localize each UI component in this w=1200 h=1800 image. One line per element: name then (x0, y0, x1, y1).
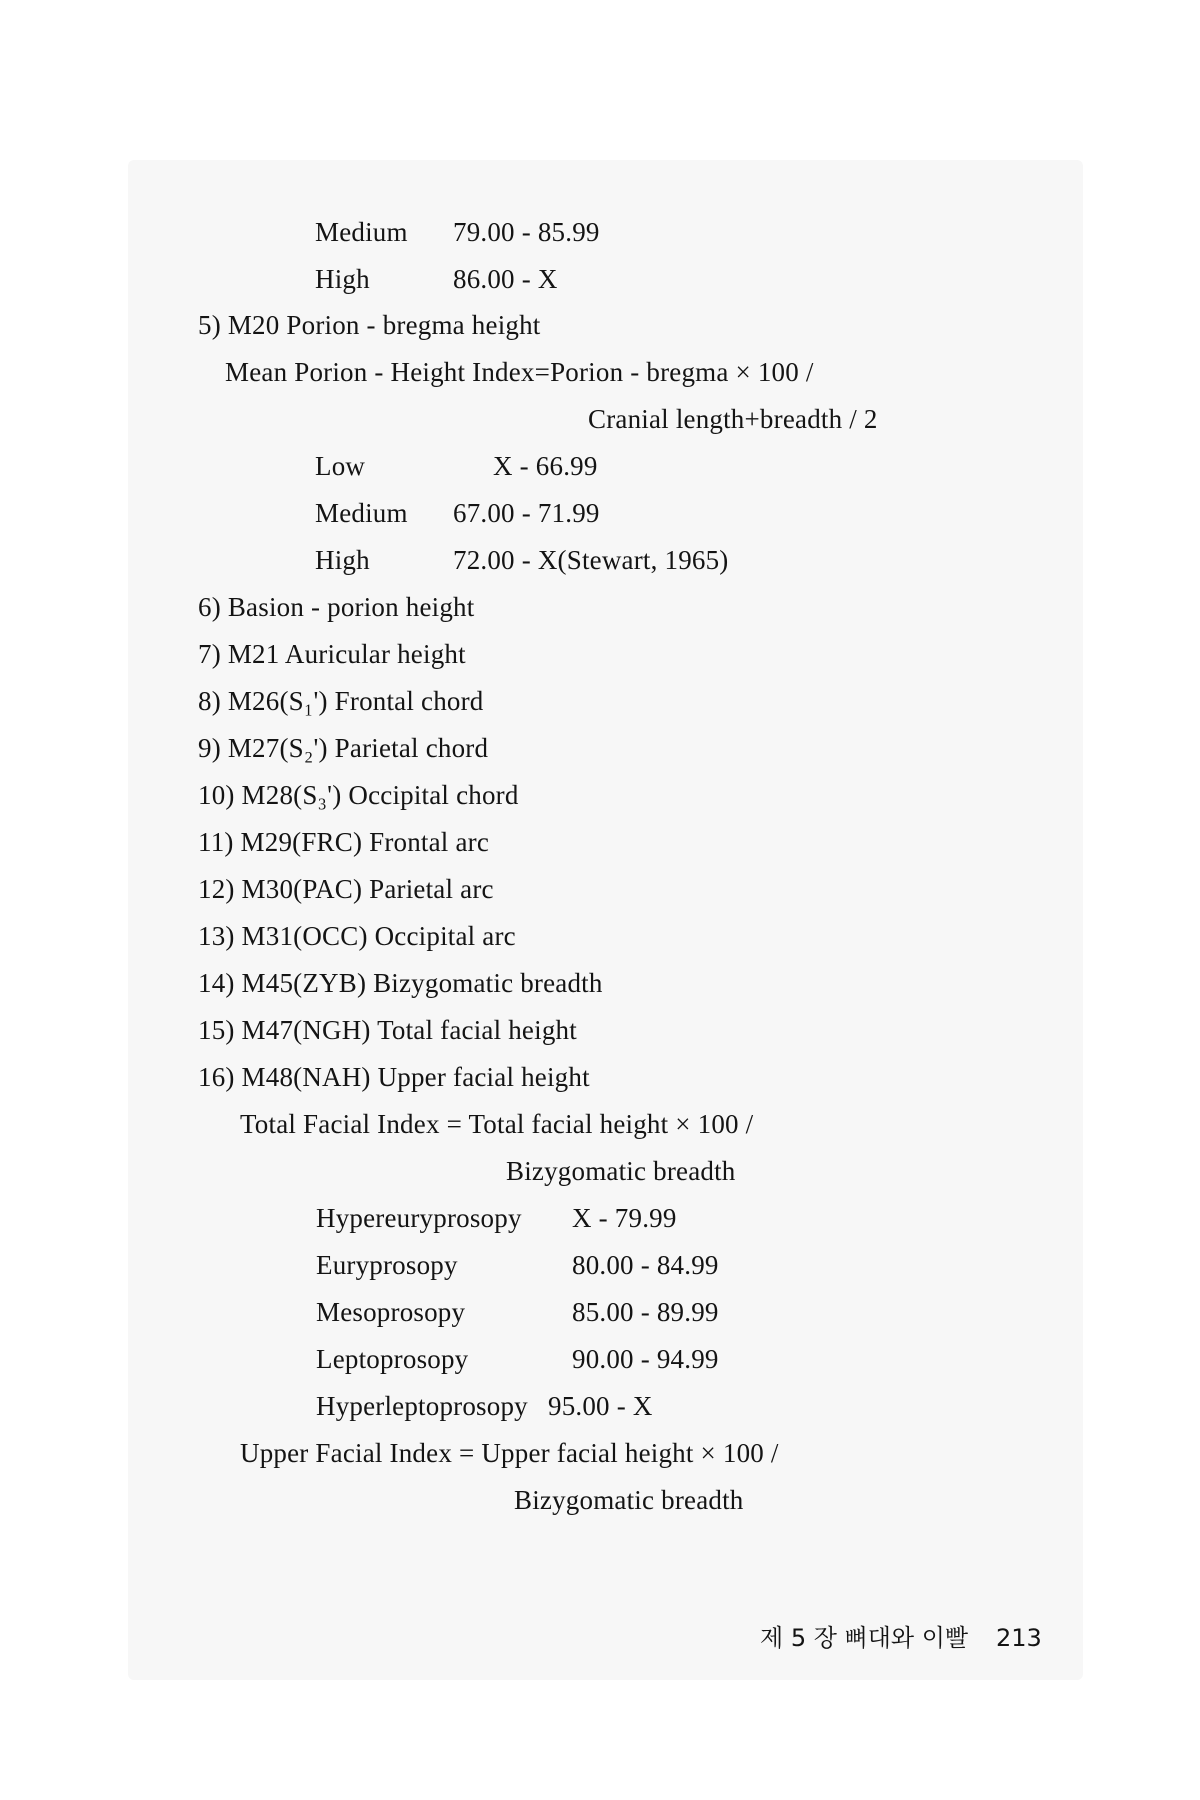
item-text: 12) M30(PAC) Parietal arc (198, 874, 494, 904)
formula-text: Total Facial Index = Total facial height × 100 / (240, 1109, 754, 1139)
range-label: Low (315, 451, 366, 481)
item-text: 15) M47(NGH) Total facial height (198, 1015, 577, 1045)
range-label: Mesoprosopy (316, 1297, 466, 1327)
range-value: 86.00 - X (453, 264, 558, 294)
page-number: 213 (996, 1624, 1042, 1652)
range-value: 72.00 - X(Stewart, 1965) (453, 545, 729, 575)
range-value: 80.00 - 84.99 (572, 1250, 719, 1280)
range-value: X - 79.99 (572, 1203, 677, 1233)
range-label: Euryprosopy (316, 1250, 458, 1280)
formula-text: Bizygomatic breadth (506, 1156, 736, 1186)
range-value: 79.00 - 85.99 (453, 217, 600, 247)
item-text: 8) M26(S₁') Frontal chord (198, 686, 484, 716)
item-text: 7) M21 Auricular height (198, 639, 466, 669)
range-label: High (315, 264, 370, 294)
formula-text: Cranial length+breadth / 2 (588, 404, 878, 434)
range-value: 90.00 - 94.99 (572, 1344, 719, 1374)
item-text: 9) M27(S₂') Parietal chord (198, 733, 489, 763)
formula-text: Upper Facial Index = Upper facial height × 100 / (240, 1438, 779, 1468)
range-label: Hyperleptoprosopy (316, 1391, 528, 1421)
range-label: Medium (315, 217, 408, 247)
range-label: Leptoprosopy (316, 1344, 469, 1374)
formula-text: Bizygomatic breadth (514, 1485, 744, 1515)
range-label: Hypereuryprosopy (316, 1203, 522, 1233)
range-label: High (315, 545, 370, 575)
item-text: 6) Basion - porion height (198, 592, 475, 622)
formula-text: Mean Porion - Height Index=Porion - bregma × 100 / (225, 357, 814, 387)
item-text: 10) M28(S₃') Occipital chord (198, 780, 519, 810)
item-text: 14) M45(ZYB) Bizygomatic breadth (198, 968, 603, 998)
range-value: X - 66.99 (493, 451, 598, 481)
running-footer-chapter: 제 5 장 뼈대와 이빨 (760, 1624, 969, 1652)
range-value: 85.00 - 89.99 (572, 1297, 719, 1327)
item-text: 5) M20 Porion - bregma height (198, 310, 541, 340)
item-text: 16) M48(NAH) Upper facial height (198, 1062, 590, 1092)
range-value: 95.00 - X (548, 1391, 653, 1421)
range-label: Medium (315, 498, 408, 528)
range-value: 67.00 - 71.99 (453, 498, 600, 528)
item-text: 13) M31(OCC) Occipital arc (198, 921, 516, 951)
item-text: 11) M29(FRC) Frontal arc (198, 827, 490, 857)
